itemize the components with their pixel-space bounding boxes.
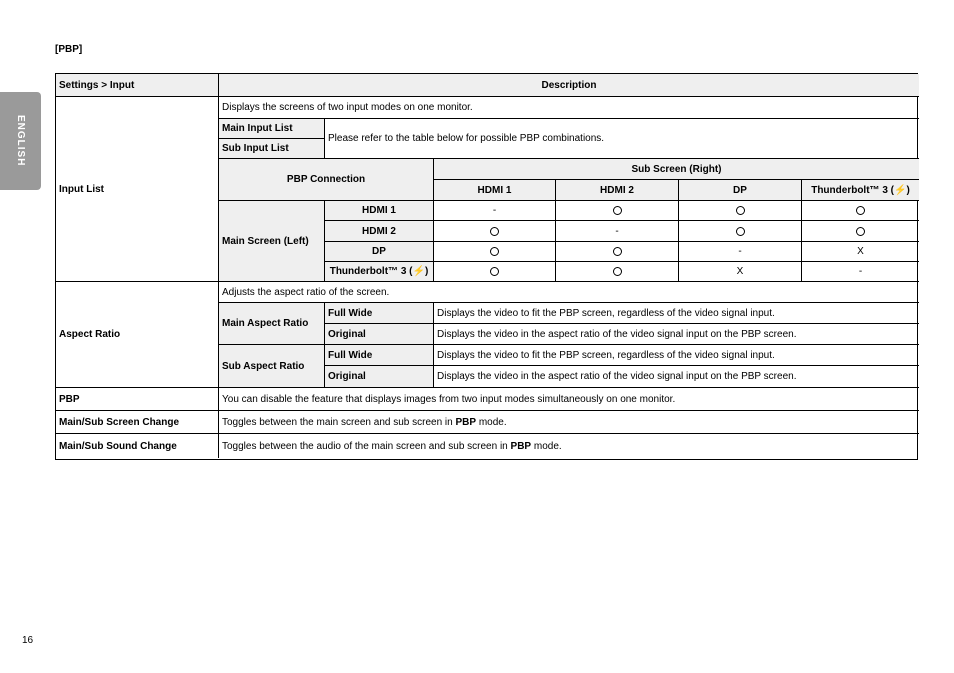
compat-cell <box>434 242 556 262</box>
sub-original-label: Original <box>325 366 434 388</box>
sound-change-desc-suffix: mode. <box>531 440 562 452</box>
input-list-intro: Displays the screens of two input modes on one monitor. <box>219 97 919 119</box>
supported-circle-icon <box>490 227 499 236</box>
sub-screen-header: Sub Screen (Right) <box>434 159 919 180</box>
row-header-thunderbolt: Thunderbolt™ 3 (⚡) <box>325 262 434 282</box>
col-header-hdmi2: HDMI 2 <box>556 180 679 201</box>
col-header-dp: DP <box>679 180 802 201</box>
main-input-list-label: Main Input List <box>219 119 325 139</box>
compat-cell: - <box>679 242 802 262</box>
supported-circle-icon <box>490 267 499 276</box>
aspect-ratio-intro: Adjusts the aspect ratio of the screen. <box>219 282 919 303</box>
main-aspect-ratio-label: Main Aspect Ratio <box>219 303 325 345</box>
col-header-hdmi1: HDMI 1 <box>434 180 556 201</box>
pbp-combinations-note: Please refer to the table below for possible PBP combinations. <box>325 119 919 159</box>
language-tab <box>0 92 41 190</box>
sub-original-desc: Displays the video in the aspect ratio of the video signal input on the PBP screen. <box>434 366 919 388</box>
pbp-desc: You can disable the feature that displays images from two input modes simultaneously on one monitor. <box>219 388 919 411</box>
main-full-wide-label: Full Wide <box>325 303 434 324</box>
screen-change-desc-prefix: Toggles between the main screen and sub screen in <box>222 416 456 428</box>
supported-circle-icon <box>856 206 865 215</box>
screen-change-desc-suffix: mode. <box>476 416 507 428</box>
sub-input-list-label: Sub Input List <box>219 139 325 159</box>
compat-cell <box>556 262 679 282</box>
compat-cell: - <box>802 262 919 282</box>
compat-cell: - <box>556 221 679 242</box>
supported-circle-icon <box>736 227 745 236</box>
compat-cell <box>679 201 802 221</box>
page-number: 16 <box>22 635 34 646</box>
supported-circle-icon <box>736 206 745 215</box>
compat-cell <box>434 262 556 282</box>
screen-change-desc <box>219 411 919 434</box>
sub-full-wide-label: Full Wide <box>325 345 434 366</box>
compat-cell <box>556 201 679 221</box>
input-list-label: Input List <box>56 97 219 282</box>
compat-cell <box>434 221 556 242</box>
header-settings: Settings > Input <box>56 74 219 97</box>
compat-cell: X <box>679 262 802 282</box>
supported-circle-icon <box>490 247 499 256</box>
compat-cell <box>802 221 919 242</box>
sound-change-desc-mode: PBP <box>510 440 532 452</box>
pbp-connection-header: PBP Connection <box>219 159 434 201</box>
main-full-wide-desc: Displays the video to fit the PBP screen, regardless of the video signal input. <box>434 303 919 324</box>
row-header-hdmi1: HDMI 1 <box>325 201 434 221</box>
section-title: [PBP] <box>55 44 83 55</box>
compat-cell: X <box>802 242 919 262</box>
sub-full-wide-desc: Displays the video to fit the PBP screen, regardless of the video signal input. <box>434 345 919 366</box>
row-header-dp: DP <box>325 242 434 262</box>
aspect-ratio-label: Aspect Ratio <box>56 282 219 388</box>
supported-circle-icon <box>613 267 622 276</box>
sub-aspect-ratio-label: Sub Aspect Ratio <box>219 345 325 388</box>
supported-circle-icon <box>613 247 622 256</box>
header-description: Description <box>219 74 919 97</box>
compat-cell <box>679 221 802 242</box>
sound-change-desc <box>219 434 919 458</box>
screen-change-desc-mode: PBP <box>455 416 477 428</box>
pbp-label: PBP <box>56 388 219 411</box>
compat-cell <box>802 201 919 221</box>
supported-circle-icon <box>613 206 622 215</box>
col-header-thunderbolt: Thunderbolt™ 3 (⚡) <box>802 180 919 201</box>
sound-change-label: Main/Sub Sound Change <box>56 434 219 458</box>
compat-cell <box>556 242 679 262</box>
pbp-settings-table <box>55 73 918 460</box>
sound-change-desc-prefix: Toggles between the audio of the main screen and sub screen in <box>222 440 511 452</box>
supported-circle-icon <box>856 227 865 236</box>
main-original-label: Original <box>325 324 434 345</box>
row-header-hdmi2: HDMI 2 <box>325 221 434 242</box>
language-tab-label: ENGLISH <box>15 115 26 167</box>
compat-cell: - <box>434 201 556 221</box>
main-original-desc: Displays the video in the aspect ratio of the video signal input on the PBP screen. <box>434 324 919 345</box>
screen-change-label: Main/Sub Screen Change <box>56 411 219 434</box>
main-screen-header: Main Screen (Left) <box>219 201 325 282</box>
